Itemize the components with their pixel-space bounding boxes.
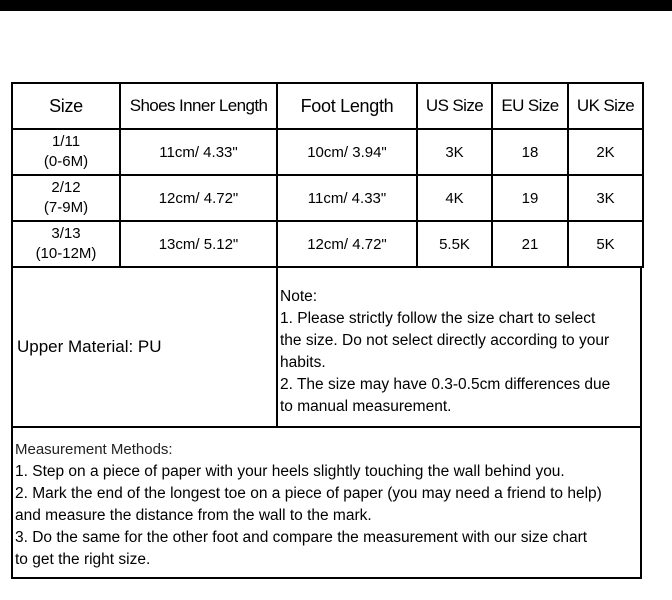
measurement-line: to get the right size. [15, 551, 151, 568]
note-line: habits. [280, 354, 326, 371]
note-line: 1. Please strictly follow the size chart to select [280, 310, 596, 327]
table-row [12, 221, 643, 267]
eu-size-cell: 18 [492, 129, 568, 175]
age-label: (0-6M) [43, 153, 89, 170]
header-uk-size: UK Size [568, 83, 643, 129]
measurement-title: Measurement Methods: [15, 441, 173, 458]
upper-material-text: Upper Material: PU [17, 337, 162, 356]
size-cell [12, 221, 120, 267]
inner-length-cell: 11cm/ 4.33" [120, 129, 277, 175]
note-title: Note: [280, 288, 318, 305]
foot-length-cell: 11cm/ 4.33" [277, 175, 417, 221]
note-line: to manual measurement. [280, 398, 452, 415]
header-foot-length: Foot Length [277, 83, 417, 129]
size-label: 3/13 [51, 225, 81, 242]
header-size: Size [12, 83, 120, 129]
uk-size-cell: 2K [568, 129, 643, 175]
us-size-cell: 5.5K [417, 221, 492, 267]
top-black-bar [0, 0, 672, 11]
uk-size-cell: 3K [568, 175, 643, 221]
eu-size-cell: 19 [492, 175, 568, 221]
us-size-cell: 3K [417, 129, 492, 175]
foot-length-cell: 12cm/ 4.72" [277, 221, 417, 267]
size-label: 2/12 [51, 179, 81, 196]
table-row [12, 129, 643, 175]
measurement-line: 1. Step on a piece of paper with your heels slightly touching the wall behind you. [15, 463, 565, 480]
header-eu-size: EU Size [492, 83, 568, 129]
age-label: (7-9M) [43, 199, 89, 216]
header-shoes-inner-length: Shoes Inner Length [120, 83, 277, 129]
measurement-line: 2. Mark the end of the longest toe on a piece of paper (you may need a friend to help) [15, 485, 602, 502]
foot-length-cell: 10cm/ 3.94" [277, 129, 417, 175]
size-cell [12, 129, 120, 175]
size-table [11, 82, 644, 268]
inner-length-cell: 12cm/ 4.72" [120, 175, 277, 221]
note-line: 2. The size may have 0.3-0.5cm differences due [280, 376, 611, 393]
material-note-section [11, 268, 642, 428]
size-label: 1/11 [51, 133, 81, 150]
us-size-cell: 4K [417, 175, 492, 221]
table-row [12, 175, 643, 221]
size-cell [12, 175, 120, 221]
table-header-row [12, 83, 643, 129]
measurement-methods [11, 428, 642, 579]
measurement-line: 3. Do the same for the other foot and compare the measurement with our size chart [15, 529, 588, 546]
note-box [278, 268, 640, 426]
measurement-line: and measure the distance from the wall to the mark. [15, 507, 372, 524]
age-label: (10-12M) [35, 245, 97, 262]
eu-size-cell: 21 [492, 221, 568, 267]
header-us-size: US Size [417, 83, 492, 129]
size-chart-sheet [11, 82, 642, 579]
inner-length-cell: 13cm/ 5.12" [120, 221, 277, 267]
upper-material [13, 268, 278, 426]
note-line: the size. Do not select directly according to your [280, 332, 610, 349]
uk-size-cell: 5K [568, 221, 643, 267]
